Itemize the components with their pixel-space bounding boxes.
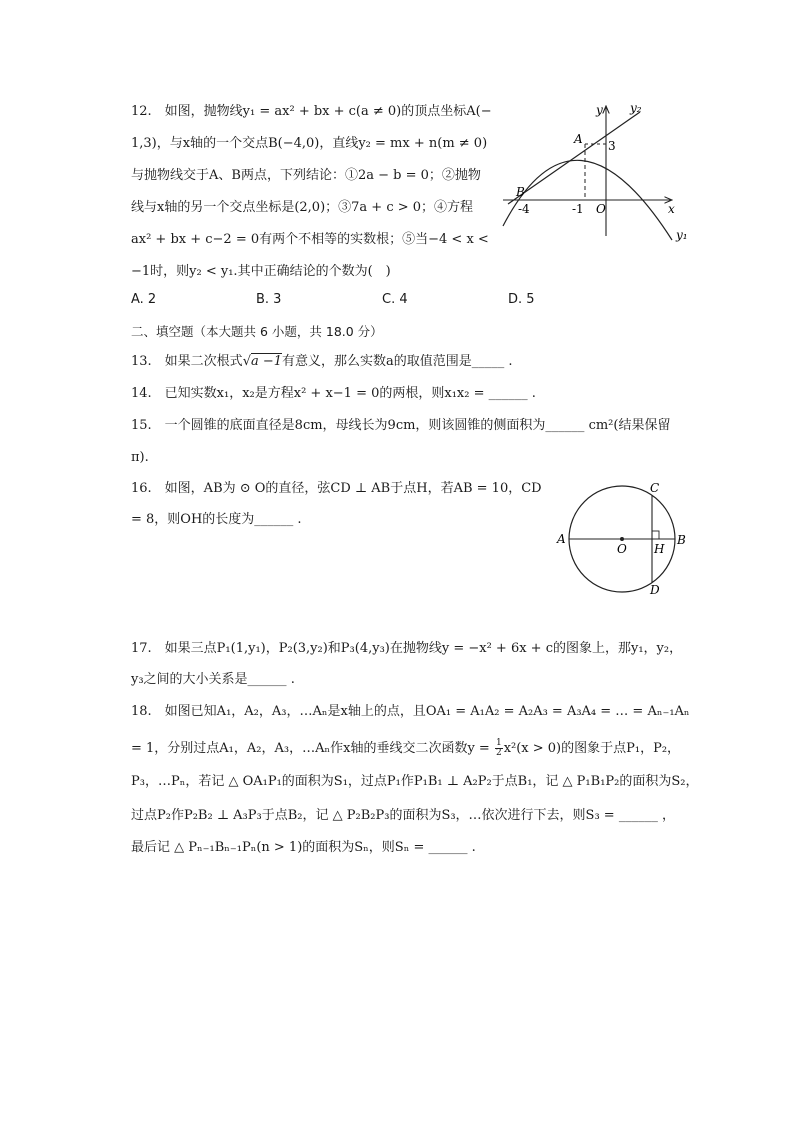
q12-line-3: 与抛物线交于A、B两点，下列结论：①2a − b = 0；②抛物 <box>131 168 481 183</box>
q18-fraction-den: 2 <box>495 748 502 758</box>
q16-center-dot <box>620 537 624 541</box>
q12-option-c: C. 4 <box>382 292 408 307</box>
question-13 <box>131 354 513 370</box>
q16-right-angle-mark <box>652 531 659 539</box>
q16-label-o: O <box>617 542 627 556</box>
q12-label-m1: -1 <box>572 202 584 216</box>
q12-line-6: −1时，则y₂ < y₁.其中正确结论的个数为( ) <box>131 264 391 279</box>
q17-line-1: 17. 如果三点P₁(1,y₁)，P₂(3,y₂)和P₃(4,y₃)在抛物线y = −x² + 6x + c的图象上，那y₁，y₂， <box>131 641 683 656</box>
question-14: 14. 已知实数x₁，x₂是方程x² + x−1 = 0的两根，则x₁x₂ = ______ . <box>131 386 536 401</box>
q16-label-b: B <box>677 533 686 547</box>
q12-option-b: B. 3 <box>256 292 282 307</box>
q18-fraction-num: 1 <box>495 738 502 748</box>
q12-label-m4: -4 <box>518 202 530 216</box>
q16-label-h: H <box>654 542 665 556</box>
q16-label-c: C <box>650 481 660 495</box>
q12-line-y2 <box>508 112 640 204</box>
q16-line-2: = 8，则OH的长度为______ . <box>131 512 302 527</box>
q12-label-y2: y₂ <box>630 101 642 115</box>
q12-label-b: B <box>516 185 525 199</box>
q13-post: 有意义，那么实数a的取值范围是_____ . <box>282 354 513 369</box>
q13-pre: 13. 如果二次根式 <box>131 354 243 369</box>
q16-label-a: A <box>557 532 566 546</box>
q12-label-o: O <box>596 202 606 216</box>
q15-line-1: 15. 一个圆锥的底面直径是8cm，母线长为9cm，则该圆锥的侧面积为______ cm²(结果保留 <box>131 418 671 433</box>
q12-option-a: A. 2 <box>131 292 157 307</box>
q13-radical: √a −1 <box>242 354 283 369</box>
q12-parabola-figure <box>500 100 700 245</box>
q18-line-2-pre: = 1，分别过点A₁，A₂，A₃，…Aₙ作x轴的垂线交二次函数y = <box>131 741 494 756</box>
q16-circle-figure <box>552 478 692 600</box>
q12-label-y: y <box>596 103 603 117</box>
q12-label-x: x <box>668 202 675 216</box>
q18-line-3: P₃，…Pₙ，若记 △ OA₁P₁的面积为S₁，过点P₁作P₁B₁ ⊥ A₂P₂于点B₁，记 △ P₁B₁P₂的面积为S₂， <box>131 774 699 789</box>
q12-label-y1: y₁ <box>676 228 688 242</box>
q12-label-3: 3 <box>608 139 616 153</box>
q16-label-d: D <box>650 583 660 597</box>
q16-line-1: 16. 如图，AB为 ⊙ O的直径，弦CD ⊥ AB于点H，若AB = 10，CD <box>131 481 542 496</box>
q12-label-a: A <box>574 132 583 146</box>
q18-line-2-post: x²(x > 0)的图象于点P₁，P₂， <box>503 741 681 756</box>
q12-option-d: D. 5 <box>508 292 535 307</box>
q12-line-1: 12. 如图，抛物线y₁ = ax² + bx + c(a ≠ 0)的顶点坐标A(− <box>131 104 492 119</box>
q15-line-2: π). <box>131 450 149 465</box>
q17-line-2: y₃之间的大小关系是______ . <box>131 672 295 687</box>
q12-line-4: 线与x轴的另一个交点坐标是(2,0)；③7a + c > 0；④方程 <box>131 200 474 215</box>
q18-fraction <box>495 739 503 758</box>
q12-line-5: ax² + bx + c−2 = 0有两个不相等的实数根；⑤当−4 < x < <box>131 232 489 247</box>
q18-line-5: 最后记 △ Pₙ₋₁Bₙ₋₁Pₙ(n > 1)的面积为Sₙ，则Sₙ = ______ . <box>131 840 476 855</box>
section-header: 二、填空题（本大题共 6 小题，共 18.0 分） <box>131 324 383 339</box>
q18-line-2 <box>131 739 680 758</box>
q18-line-1: 18. 如图已知A₁，A₂，A₃，…Aₙ是x轴上的点，且OA₁ = A₁A₂ = A₂A₃ = A₃A₄ = … = Aₙ₋₁Aₙ <box>131 704 690 719</box>
q13-radicand: a −1 <box>250 354 283 369</box>
q12-line-2: 1,3)，与x轴的一个交点B(−4,0)，直线y₂ = mx + n(m ≠ 0) <box>131 136 488 151</box>
q18-line-4: 过点P₂作P₂B₂ ⊥ A₃P₃于点B₂，记 △ P₂B₂P₃的面积为S₃，…依次进行下去，则S₃ = ______ ， <box>131 808 675 823</box>
